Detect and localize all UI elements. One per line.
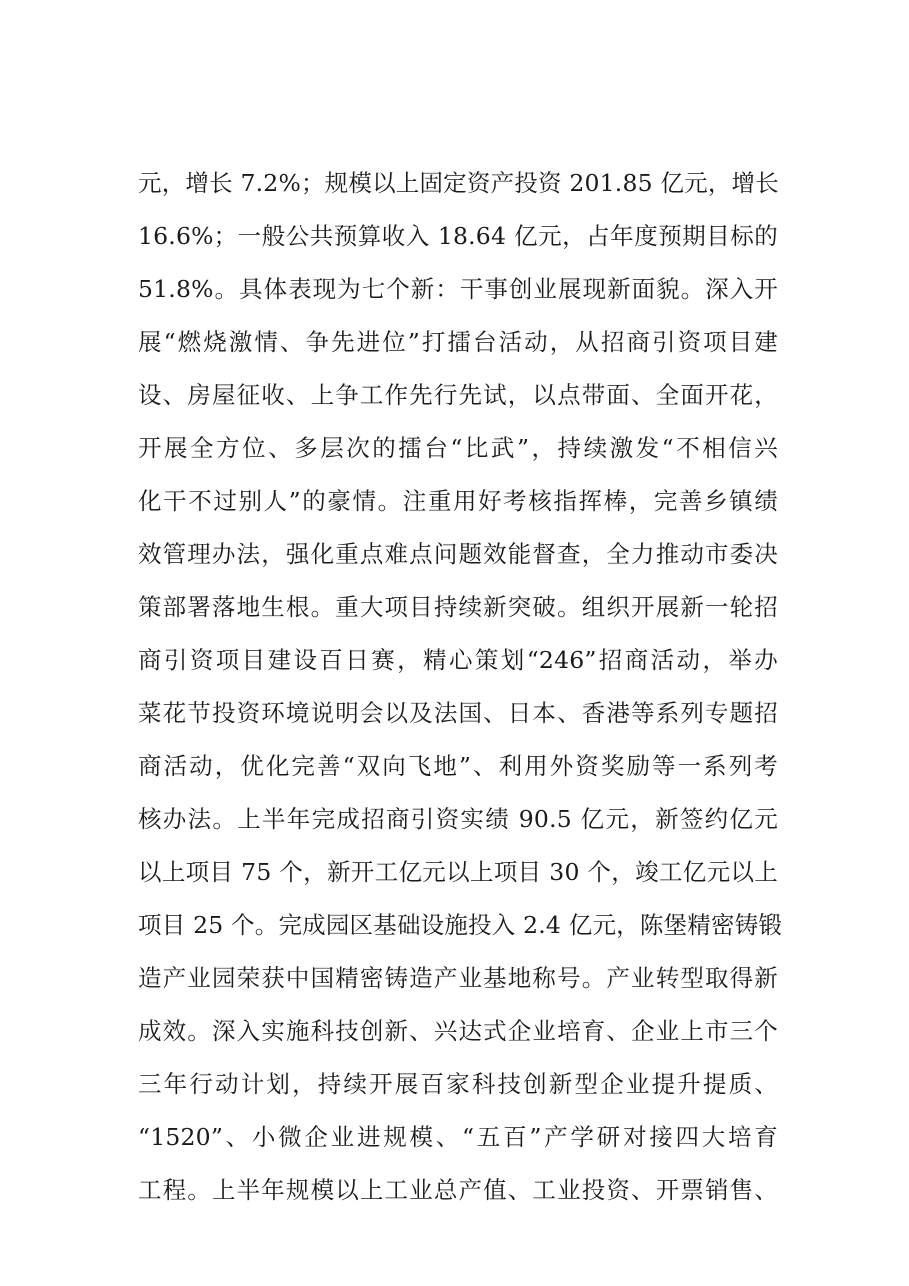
text-line: 造产业园荣获中国精密铸造产业基地称号。产业转型取得新 bbox=[138, 964, 778, 992]
text-line: 以上项目 75 个，新开工亿元以上项目 30 个，竣工亿元以上 bbox=[138, 858, 778, 886]
text-line: 效管理办法，强化重点难点问题效能督查，全力推动市委决 bbox=[138, 540, 778, 568]
text-line: 设、房屋征收、上争工作先行先试，以点带面、全面开花， bbox=[138, 381, 778, 409]
text-line: 成效。深入实施科技创新、兴达式企业培育、企业上市三个 bbox=[138, 1017, 778, 1045]
text-line: 菜花节投资环境说明会以及法国、日本、香港等系列专题招 bbox=[138, 699, 778, 727]
text-line: 开展全方位、多层次的擂台“比武”，持续激发“不相信兴 bbox=[138, 434, 778, 462]
text-line: “1520”、小微企业进规模、“五百”产学研对接四大培育 bbox=[138, 1123, 778, 1151]
text-line: 16.6%；一般公共预算收入 18.64 亿元，占年度预期目标的 bbox=[138, 222, 778, 250]
text-line: 项目 25 个。完成园区基础设施投入 2.4 亿元，陈堡精密铸锻 bbox=[138, 911, 783, 939]
text-line: 三年行动计划，持续开展百家科技创新型企业提升提质、 bbox=[138, 1070, 778, 1098]
text-line: 元，增长 7.2%；规模以上固定资产投资 201.85 亿元，增长 bbox=[138, 169, 779, 197]
text-line: 化干不过别人”的豪情。注重用好考核指挥棒，完善乡镇绩 bbox=[138, 487, 778, 515]
text-line: 工程。上半年规模以上工业总产值、工业投资、开票销售、 bbox=[138, 1176, 778, 1204]
text-line: 展“燃烧激情、争先进位”打擂台活动，从招商引资项目建 bbox=[138, 328, 778, 356]
body-text bbox=[138, 157, 783, 1217]
text-line: 51.8%。具体表现为七个新：干事创业展现新面貌。深入开 bbox=[138, 275, 778, 303]
text-line: 核办法。上半年完成招商引资实绩 90.5 亿元，新签约亿元 bbox=[138, 805, 778, 833]
text-line: 商活动，优化完善“双向飞地”、利用外资奖励等一系列考 bbox=[138, 752, 778, 780]
text-line: 策部署落地生根。重大项目持续新突破。组织开展新一轮招 bbox=[138, 593, 778, 621]
text-line: 商引资项目建设百日赛，精心策划“246”招商活动，举办 bbox=[138, 646, 778, 674]
